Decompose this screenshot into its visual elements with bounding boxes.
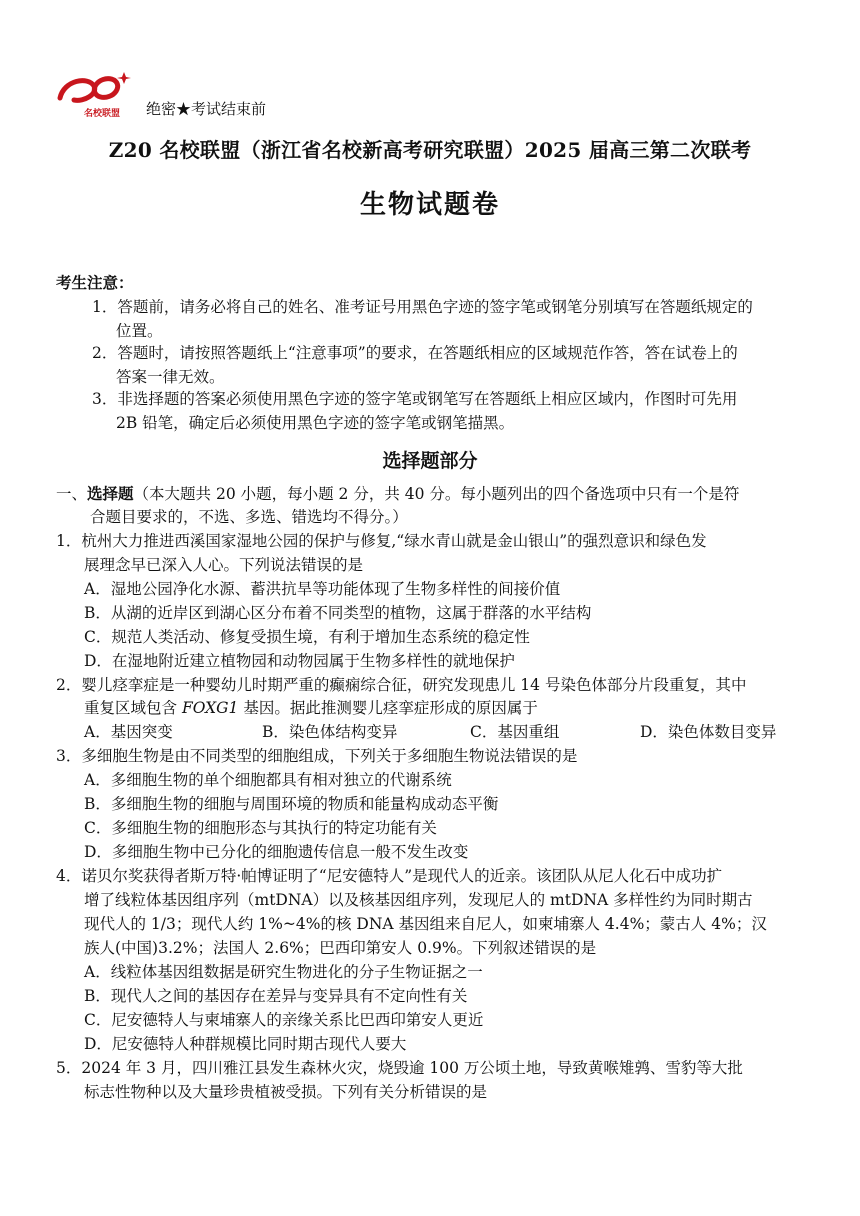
- q3-option-d: D．多细胞生物中已分化的细胞遗传信息一般不发生改变: [84, 843, 469, 861]
- q5-stem: 标志性物种以及大量珍贵植被受损。下列有关分析错误的是: [84, 1083, 488, 1101]
- q1-stem: 1．杭州大力推进西溪国家湿地公园的保护与修复,“绿水青山就是金山银山”的强烈意识和绿色发: [56, 532, 707, 550]
- q2-option-d: D．染色体数目变异: [640, 723, 777, 741]
- q1-option-d: D．在湿地附近建立植物园和动物园属于生物多样性的就地保护: [84, 652, 515, 670]
- q2-option-c: C．基因重组: [470, 723, 560, 741]
- q3-option-a: A．多细胞生物的单个细胞都具有相对独立的代谢系统: [84, 771, 452, 789]
- q2-stem: 2．婴儿痉挛症是一种婴幼儿时期严重的癫痫综合征，研究发现患儿 14 号染色体部分片段重复，其中: [56, 676, 747, 694]
- notice-line: 1．答题前，请务必将自己的姓名、准考证号用黑色字迹的签字笔或钢笔分别填写在答题纸规定的: [92, 298, 753, 316]
- exam-alliance-logo: [54, 68, 138, 120]
- q2-gene-name: FOXG1: [181, 699, 239, 717]
- q2-stem-pre: 重复区域包含: [84, 699, 182, 717]
- q1-stem: 展理念早已深入人心。下列说法错误的是: [84, 556, 364, 574]
- subject-title: 生物试题卷: [359, 190, 500, 220]
- section-title: 选择题部分: [382, 450, 478, 472]
- q3-option-c: C．多细胞生物的细胞形态与其执行的特定功能有关: [84, 819, 437, 837]
- logo-text: 名校联盟: [84, 109, 121, 119]
- exam-title: Z20 名校联盟（浙江省名校新高考研究联盟）2025 届高三第二次联考: [108, 138, 752, 162]
- notice-line: 位置。: [116, 322, 163, 340]
- q5-stem: 5．2024 年 3 月，四川雅江县发生森林火灾，烧毁逾 100 万公顷土地，导致黄喉雉鹑、雪豹等大批: [56, 1059, 743, 1077]
- notice-line: 3．非选择题的答案必须使用黑色字迹的签字笔或钢笔写在答题纸上相应区域内，作图时可先用: [92, 390, 738, 408]
- q1-option-b: B．从湖的近岸区到湖心区分布着不同类型的植物，这属于群落的水平结构: [84, 604, 592, 622]
- part-prefix: 一、: [56, 485, 88, 503]
- q2-stem-line2: [84, 697, 538, 719]
- q4-option-b: B．现代人之间的基因存在差异与变异具有不定向性有关: [84, 987, 468, 1005]
- q3-option-b: B．多细胞生物的细胞与周围环境的物质和能量构成动态平衡: [84, 795, 499, 813]
- confidential-label: 绝密★考试结束前: [146, 100, 267, 118]
- q1-option-a: A．湿地公园净化水源、蓄洪抗旱等功能体现了生物多样性的间接价值: [84, 580, 561, 598]
- q1-option-c: C．规范人类活动、修复受损生境，有利于增加生态系统的稳定性: [84, 628, 530, 646]
- q2-option-a: A．基因突变: [84, 723, 173, 741]
- notice-line: 2．答题时，请按照答题纸上“注意事项”的要求，在答题纸相应的区域规范作答，答在试卷上的: [92, 344, 738, 362]
- part-bold: 选择题: [87, 484, 134, 503]
- part-rest: （本大题共 20 小题，每小题 2 分，共 40 分。每小题列出的四个备选项中只有一个是符: [133, 485, 740, 503]
- q2-option-b: B．染色体结构变异: [262, 723, 398, 741]
- q4-stem: 4．诺贝尔奖获得者斯万特·帕博证明了“尼安德特人”是现代人的近亲。该团队从尼人化石中成功扩: [56, 867, 723, 885]
- notice-line: 答案一律无效。: [116, 368, 225, 386]
- part-heading: [56, 483, 739, 505]
- q3-stem: 3．多细胞生物是由不同类型的细胞组成，下列关于多细胞生物说法错误的是: [56, 747, 578, 765]
- q4-stem: 族人(中国)3.2%；法国人 2.6%；巴西印第安人 0.9%。下列叙述错误的是: [84, 939, 597, 957]
- q4-stem: 现代人的 1/3；现代人约 1%~4%的核 DNA 基因组来自尼人，如柬埔寨人 4.4%；蒙古人 4%；汉: [84, 915, 767, 933]
- part-heading-line2: 合题目要求的，不选、多选、错选均不得分。）: [90, 508, 408, 526]
- q4-stem: 增了线粒体基因组序列（mtDNA）以及核基因组序列，发现尼人的 mtDNA 多样性约为同时期古: [84, 891, 753, 909]
- q2-stem-post: 基因。据此推测婴儿痉挛症形成的原因属于: [238, 699, 538, 717]
- q4-option-d: D．尼安德特人种群规模比同时期古现代人要大: [84, 1035, 407, 1053]
- q4-option-a: A．线粒体基因组数据是研究生物进化的分子生物证据之一: [84, 963, 483, 981]
- notice-line: 2B 铅笔，确定后必须使用黑色字迹的签字笔或钢笔描黑。: [116, 414, 515, 432]
- notice-heading: 考生注意：: [56, 273, 134, 292]
- q4-option-c: C．尼安德特人与柬埔寨人的亲缘关系比巴西印第安人更近: [84, 1011, 484, 1029]
